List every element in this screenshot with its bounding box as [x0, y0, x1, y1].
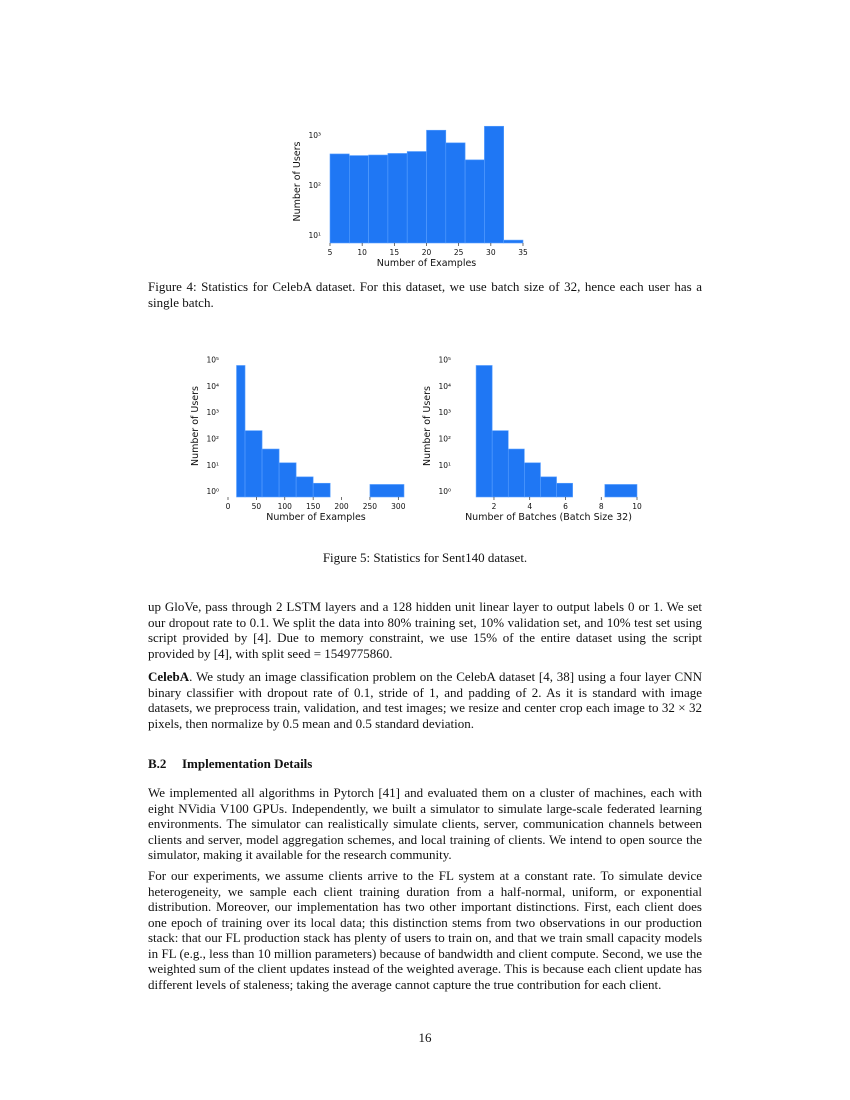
- paragraph-implementation-1: We implemented all algorithms in Pytorch [41] and evaluated them on a cluster of machines, each with eight NVidia V100 GPUs. Independently, we built a simulator to simulate large-scale federated learning environments. The simulator can realistically simulate clients, server, communication channels between clients and server, model aggregation schemes, and local training of clients. We intend to open source the simulator, making it available for the research community.: [148, 785, 702, 862]
- x-tick-label: 25: [453, 248, 464, 257]
- figure4-caption: Figure 4: Statistics for CelebA dataset. For this dataset, we use batch size of 32, hence each user has a single batch.: [148, 279, 702, 310]
- paragraph-implementation-2: For our experiments, we assume clients arrive to the FL system at a constant rate. To simulate device heterogeneity, we sample each client training duration from a half-normal, uniform, or exponential distribution. Moreover, our implementation has two other important distinctions. First, each client does one epoch of training over its local data; this distinction stems from two observations in our production stack: that our FL production stack has plenty of users to train on, and that we train small capacity models in FL (e.g., less than 10 million parameters) because of bandwidth and client compute. Second, we use the weighted sum of the client updates instead of the weighted average. This is because each client update has different levels of staleness; taking the average cannot capture the true contribution for each client.: [148, 868, 702, 992]
- x-tick-label: 30: [486, 248, 496, 257]
- celeba-lead: CelebA: [148, 669, 190, 684]
- histogram-bar: [476, 365, 492, 497]
- section-title: Implementation Details: [182, 756, 313, 771]
- figure5-caption: Figure 5: Statistics for Sent140 dataset.: [322, 550, 528, 565]
- section-heading: [148, 756, 312, 772]
- y-tick-label: 10⁵: [438, 355, 451, 365]
- y-axis-label: Number of Users: [292, 141, 303, 222]
- x-tick-label: 5: [327, 248, 333, 257]
- y-tick-label: 10³: [438, 408, 451, 418]
- y-axis-label: Number of Users: [190, 386, 201, 466]
- y-tick-label: 10²: [206, 434, 219, 444]
- y-tick-label: 10⁴: [206, 381, 219, 391]
- x-tick-label: 50: [251, 502, 262, 511]
- y-tick-label: 10⁰: [438, 487, 451, 497]
- x-tick-label: 200: [334, 502, 349, 511]
- histogram-bar: [605, 484, 637, 497]
- y-tick-label: 10⁴: [438, 381, 451, 391]
- y-tick-label: 10³: [308, 131, 321, 141]
- x-axis-label: Number of Examples: [376, 258, 477, 269]
- x-tick-label: 300: [391, 502, 406, 511]
- x-tick-label: 6: [563, 502, 568, 511]
- x-axis-label: Number of Batches (Batch Size 32): [465, 512, 632, 523]
- histogram-bar: [492, 431, 508, 497]
- y-tick-label: 10¹: [438, 460, 451, 470]
- celeba-body: . We study an image classification problem on the CelebA dataset [4, 38] using a four layer CNN binary classifier with dropout rate of 0.1, stride of 1, and padding of 2. As it is standard with image datasets, we preprocess train, validation, and test images; we resize and center crop each image to 32 × 32 pixels, then normalize by 0.5 mean and 0.5 standard deviation.: [148, 669, 702, 731]
- y-tick-label: 10¹: [206, 460, 219, 470]
- paragraph-sent140-continued: up GloVe, pass through 2 LSTM layers and a 128 hidden unit linear layer to output labels 0 or 1. We set our dropout rate to 0.1. We split the data into 80% training set, 10% validation set, and 10% test set using script provided by [4]. Due to memory constraint, we use 15% of the entire dataset using the script provided by [4], with split seed = 1549775860.: [148, 599, 702, 661]
- histogram-bar: [540, 477, 556, 497]
- x-tick-label: 15: [389, 248, 400, 257]
- x-axis-label: Number of Examples: [266, 512, 366, 523]
- histogram-bar: [557, 483, 573, 497]
- x-tick-label: 100: [277, 502, 292, 511]
- x-tick-label: 20: [421, 248, 432, 257]
- y-tick-label: 10¹: [308, 231, 321, 241]
- y-tick-label: 10³: [206, 408, 219, 418]
- paragraph-celeba: [148, 669, 702, 731]
- x-tick-label: 250: [362, 502, 378, 511]
- histogram-bar: [508, 449, 524, 497]
- y-tick-label: 10²: [438, 434, 451, 444]
- y-tick-label: 10⁰: [206, 487, 219, 497]
- histogram-bar: [524, 463, 540, 497]
- y-tick-label: 10⁵: [206, 355, 219, 365]
- page-number: 16: [418, 1030, 432, 1045]
- x-tick-label: 0: [225, 502, 231, 511]
- x-tick-label: 150: [305, 502, 321, 511]
- x-tick-label: 35: [518, 248, 528, 257]
- y-tick-label: 10²: [308, 181, 321, 191]
- x-tick-label: 10: [357, 248, 367, 257]
- y-axis-label: Number of Users: [422, 386, 433, 466]
- x-tick-label: 10: [632, 502, 642, 511]
- section-number: B.2: [148, 756, 167, 771]
- x-tick-label: 8: [598, 502, 604, 511]
- x-tick-label: 4: [527, 502, 533, 511]
- x-tick-label: 2: [491, 502, 497, 511]
- sent140-batches-histogram: [0, 0, 680, 525]
